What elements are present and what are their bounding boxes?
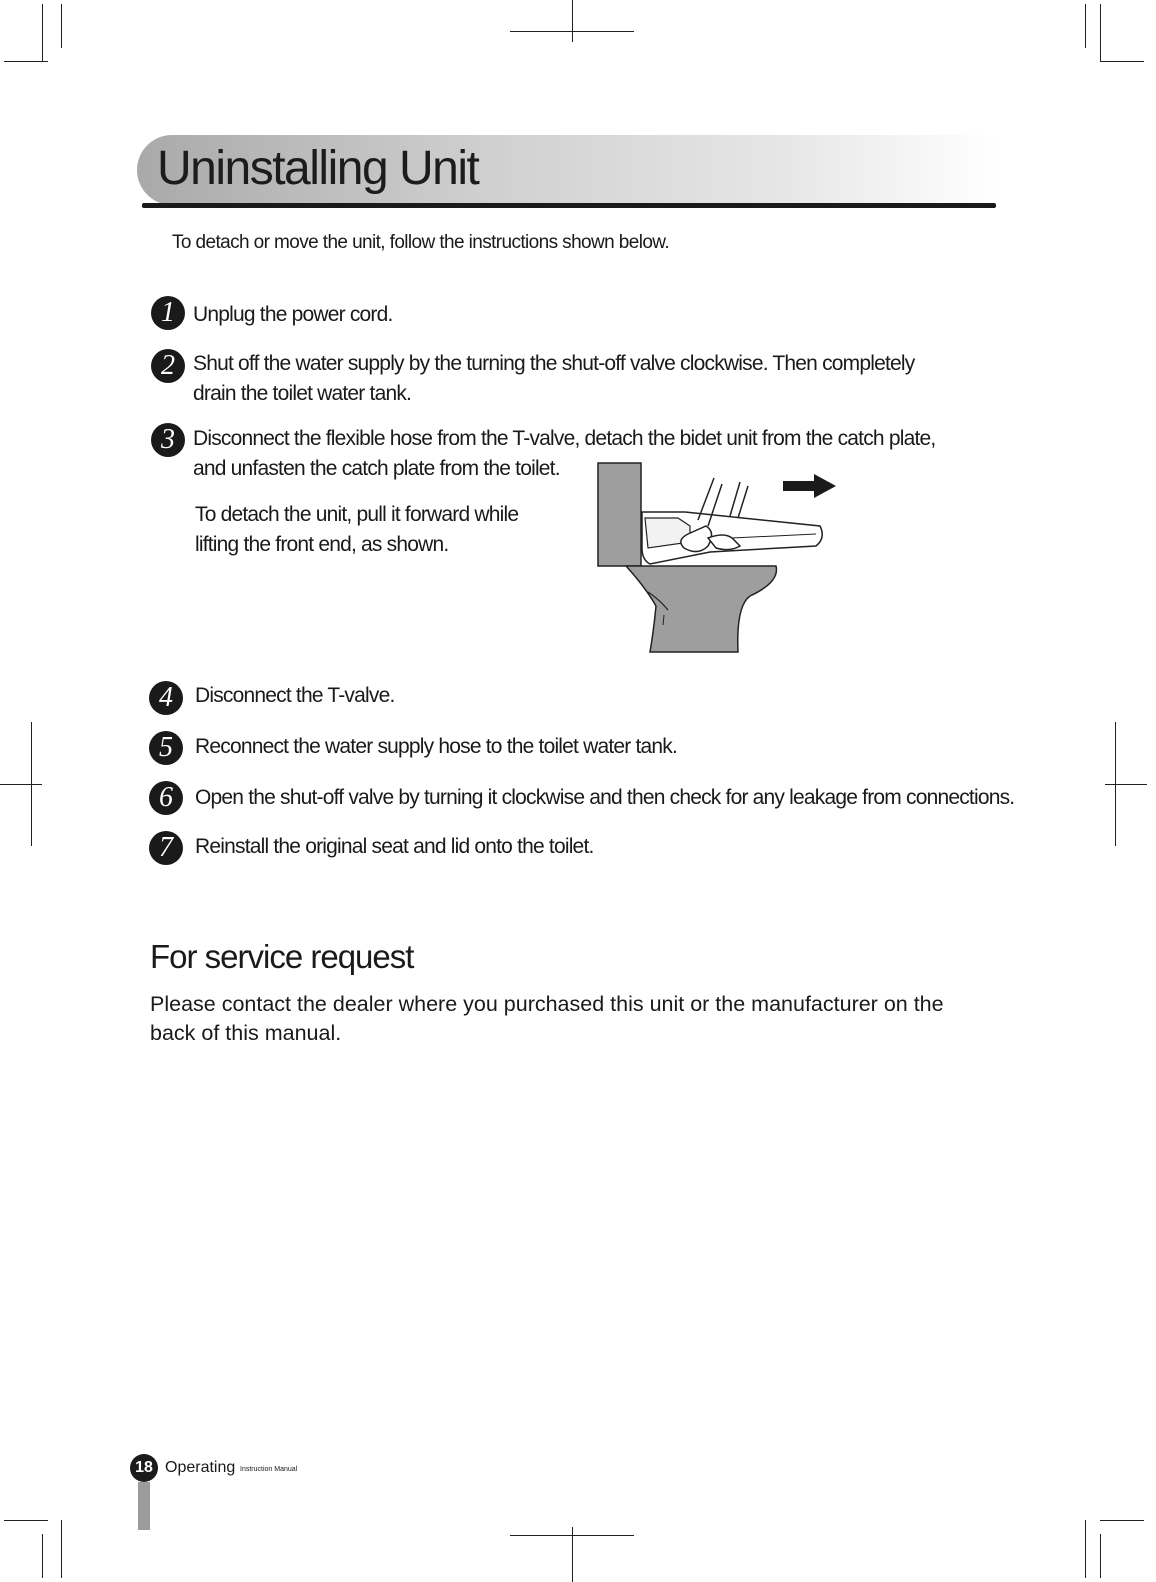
page-tab-bar (138, 1482, 150, 1530)
step-5-text: Reconnect the water supply hose to the toilet water tank. (195, 735, 678, 758)
footer-sublabel: Instruction Manual (240, 1466, 298, 1473)
service-body: Please contact the dealer where you purchased this unit or the manufacturer on the back of this manual. (150, 992, 944, 1045)
arrow-right-icon (783, 474, 836, 498)
page-title: Uninstalling Unit (157, 142, 479, 195)
step-4-number-badge: 4 (149, 681, 183, 715)
service-title: For service request (150, 938, 414, 975)
step-3-number-badge: 3 (151, 423, 185, 457)
step-2-number-badge: 2 (151, 349, 185, 383)
step-3-text: Disconnect the flexible hose from the T-valve, detach the bidet unit from the catch plate, and unfasten the catch plate from the toilet. (193, 427, 936, 480)
step-6-text: Open the shut-off valve by turning it clockwise and then check for any leakage from connections. (195, 786, 1015, 809)
step-4-text: Disconnect the T-valve. (195, 684, 395, 707)
page-number: 18 (130, 1454, 158, 1482)
toilet-bidet-removal-illustration (590, 460, 850, 660)
step-5-number-badge: 5 (149, 731, 183, 765)
title-underline (142, 203, 996, 208)
detach-note: To detach the unit, pull it forward while lifting the front end, as shown. (195, 503, 519, 556)
step-7-number-badge: 7 (149, 831, 183, 865)
step-1-text: Unplug the power cord. (193, 303, 393, 326)
intro-text: To detach or move the unit, follow the instructions shown below. (172, 232, 670, 253)
step-7-text: Reinstall the original seat and lid onto the toilet. (195, 835, 594, 858)
step-2-text: Shut off the water supply by the turning the shut-off valve clockwise. Then completely drain the toilet water tank. (193, 352, 915, 405)
step-6-number-badge: 6 (149, 781, 183, 815)
footer-label: Operating (165, 1459, 236, 1476)
step-1-number-badge: 1 (151, 296, 185, 330)
